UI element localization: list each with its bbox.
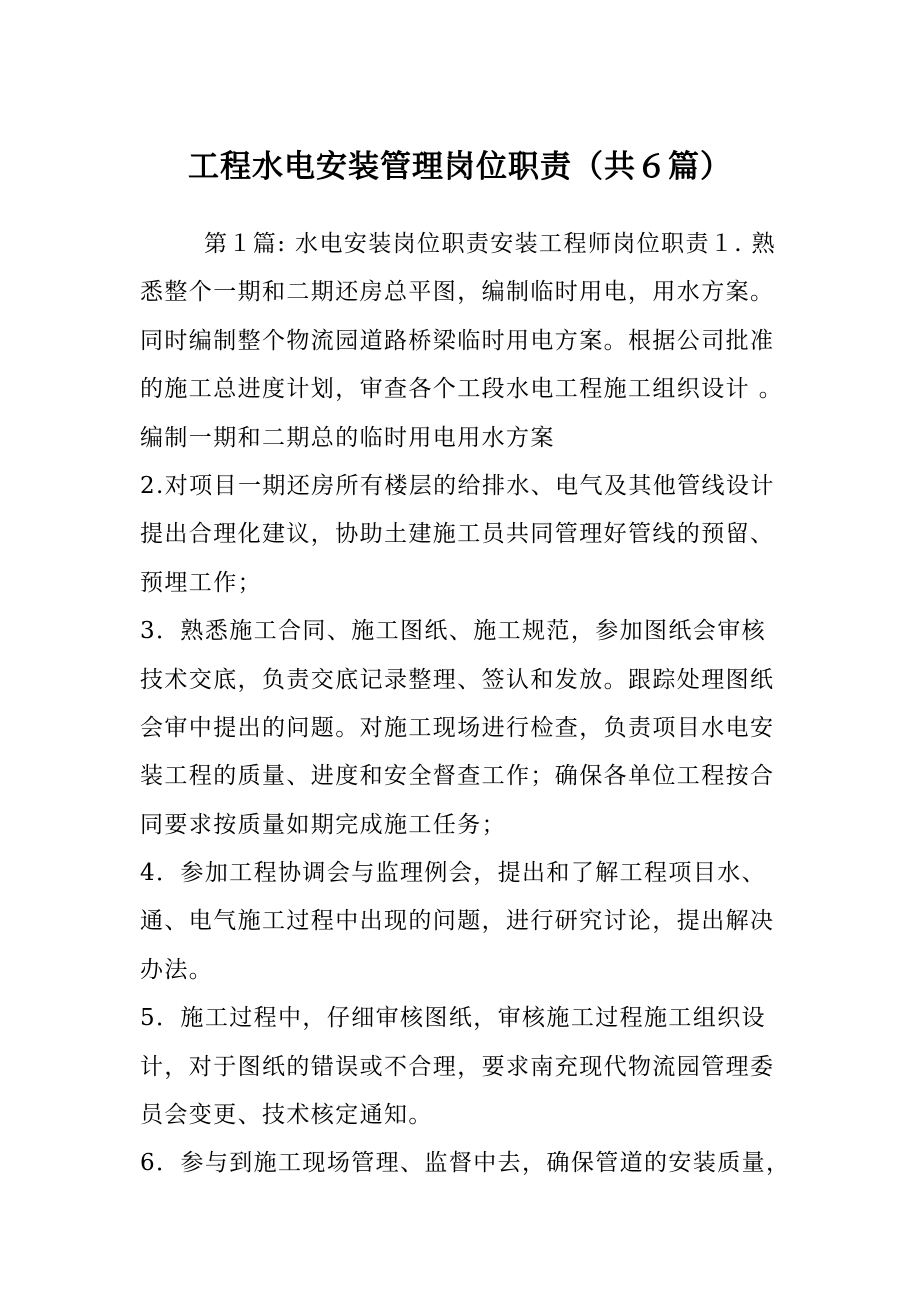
paragraph-line: 2.对项目一期还房所有楼层的给排水、电气及其他管线设计 (140, 472, 775, 499)
paragraph-line: 装工程的质量、进度和安全督查工作；确保各单位工程按合 (140, 763, 775, 790)
paragraph-line: 5．施工过程中，仔细审核图纸，审核施工过程施工组织设 (140, 1005, 767, 1032)
paragraph-line: 编制一期和二期总的临时用电用水方案 (140, 424, 555, 451)
paragraph-line: 悉整个一期和二期还房总平图，编制临时用电，用水方案。 (140, 279, 775, 306)
paragraph-line: 同要求按质量如期完成施工任务； (140, 811, 506, 838)
paragraph-line: 的施工总进度计划，审查各个工段水电工程施工组织设计 。 (140, 376, 784, 403)
paragraph-line: 会审中提出的问题。对施工现场进行检查，负责项目水电安 (140, 714, 775, 741)
paragraph-line: 3．熟悉施工合同、施工图纸、施工规范，参加图纸会审核 (140, 618, 767, 645)
paragraph-line: 计，对于图纸的错误或不合理，要求南充现代物流园管理委 (140, 1053, 775, 1080)
paragraph-line: 4．参加工程协调会与监理例会，提出和了解工程项目水、 (140, 860, 767, 887)
document-title: 工程水电安装管理岗位职责（共６篇） (188, 149, 732, 185)
paragraph-line: 6．参与到施工现场管理、监督中去，确保管道的安装质量， (140, 1150, 791, 1177)
paragraph-line: 技术交底，负责交底记录整理、签认和发放。跟踪处理图纸 (140, 666, 775, 693)
document-body (140, 220, 791, 1188)
paragraph-line: 办法。 (140, 956, 214, 983)
paragraph-line: 第１篇: 水电安装岗位职责安装工程师岗位职责１. 熟 (204, 231, 777, 257)
paragraph-line: 预埋工作； (140, 569, 262, 596)
paragraph-line: 同时编制整个物流园道路桥梁临时用电方案。根据公司批准 (140, 327, 775, 354)
paragraph-line: 提出合理化建议，协助土建施工员共同管理好管线的预留、 (140, 521, 775, 548)
paragraph-line: 通、电气施工过程中出现的问题，进行研究讨论，提出解决 (140, 908, 775, 935)
paragraph-line: 员会变更、技术核定通知。 (140, 1102, 433, 1129)
